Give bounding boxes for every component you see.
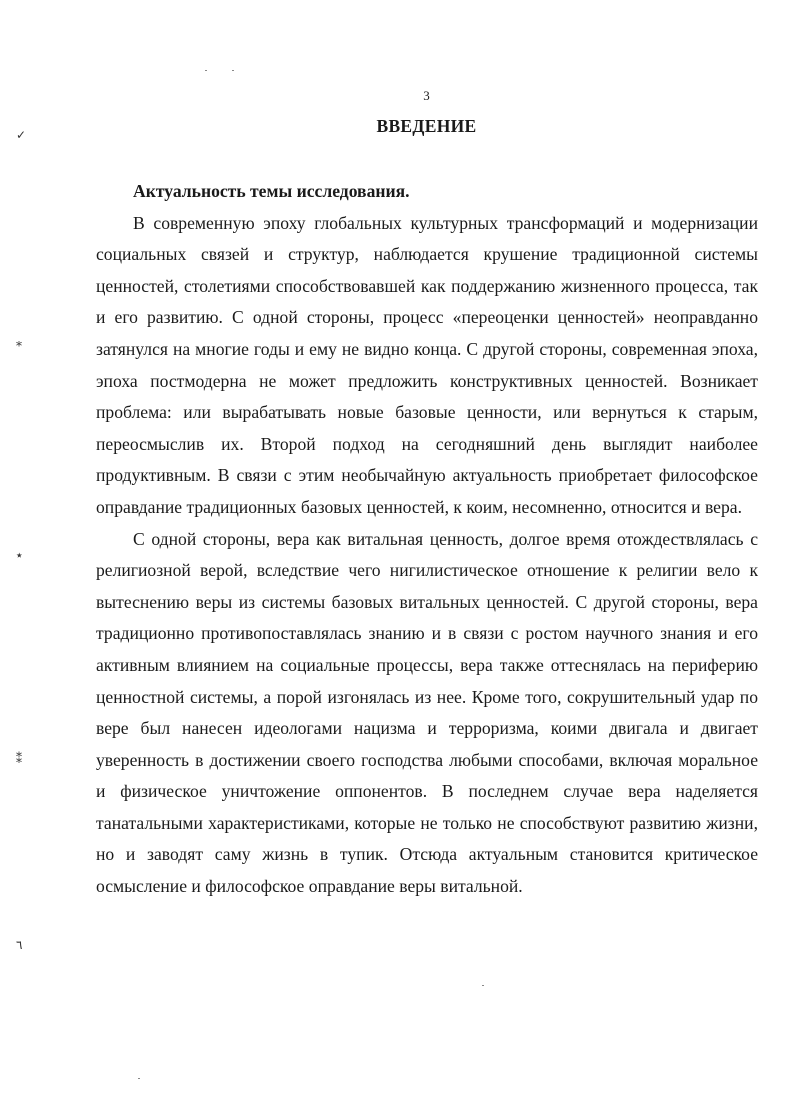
- margin-mark: ⁎: [16, 335, 22, 349]
- margin-mark: ✓: [16, 128, 27, 142]
- section-subheading: Актуальность темы исследования.: [133, 181, 410, 201]
- scan-speck: [205, 70, 207, 71]
- page-title: ВВЕДЕНИЕ: [376, 116, 477, 136]
- paragraph: С одной стороны, вера как витальная ценность, долгое время отождествлялась с религиозной верой, вследствие чего нигилистическое отношение к религии вело к вытеснению веры из системы базовых витальных ценностей. С другой стороны, вера традиционно противопоставлялась знанию и в связи с ростом научного знания и его активным влиянием на социальные процессы, вера также оттеснялась на периферию ценностной системы, а порой изгонялась из нее. Кроме того, сокрушительный удар по вере был нанесен идеологами нацизма и терроризма, коими двигала и двигает уверенность в достижении своего господства любыми способами, включая моральное и физическое уничтожение оппонентов. В последнем случае вера наделяется танатальными характеристиками, которые не только не способствуют развитию жизни, но и заводят саму жизнь в тупик. Отсюда актуальным становится критическое осмысление и философское оправдание веры витальной.: [96, 528, 758, 897]
- page-number: 3: [423, 88, 430, 103]
- body-text: [96, 176, 758, 903]
- scan-speck: [232, 70, 234, 71]
- margin-mark: ⁑: [16, 752, 22, 766]
- scan-speck: [482, 985, 484, 986]
- margin-mark: ٦: [16, 938, 23, 952]
- margin-mark: ٭: [16, 548, 23, 562]
- scan-speck: [138, 1078, 140, 1079]
- paragraph: В современную эпоху глобальных культурных трансформаций и модернизации социальных связей и структур, наблюдается крушение традиционной системы ценностей, столетиями способствовавшей как поддержанию жизненного процесса, так и его развитию. С одной стороны, процесс «переоценки ценностей» неоправданно затянулся на многие годы и ему не видно конца. С другой стороны, современная эпоха, эпоха постмодерна не может предложить конструктивных ценностей. Возникает проблема: или вырабатывать новые базовые ценности, или вернуться к старым, переосмыслив их. Второй подход на сегодняшний день выглядит наиболее продуктивным. В связи с этим необычайную актуальность приобретает философское оправдание традиционных базовых ценностей, к коим, несомненно, относится и вера.: [96, 212, 758, 517]
